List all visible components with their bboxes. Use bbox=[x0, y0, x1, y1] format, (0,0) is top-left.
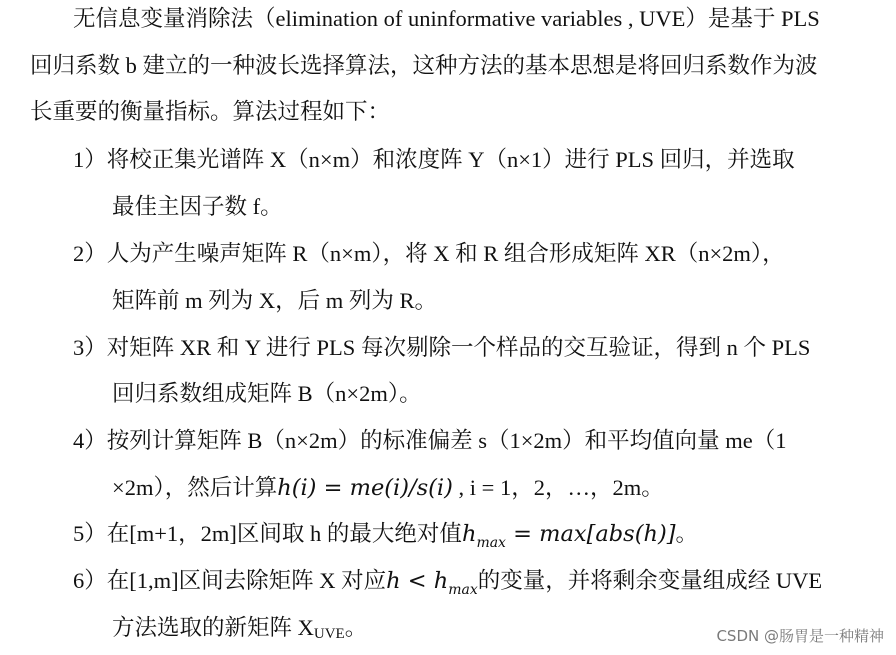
step-5-sub: max bbox=[476, 535, 506, 551]
intro-line-1 bbox=[73, 4, 820, 34]
step-4-text-3: , i = 1，2，…，2m。 bbox=[452, 475, 664, 500]
step-6-line-1 bbox=[73, 566, 822, 605]
step-6-sub-uve: UVE bbox=[313, 626, 345, 642]
csdn-watermark: CSDN @肠胃是一种精神 bbox=[716, 627, 884, 645]
intro-text-1: 无信息变量消除法（elimination of uninformative variables , UVE）是基于 PLS bbox=[73, 6, 820, 31]
step-6-sub: max bbox=[448, 582, 478, 598]
step-2-text-2: 矩阵前 m 列为 X，后 m 列为 R。 bbox=[112, 288, 438, 313]
step-6-tail: 。 bbox=[344, 615, 368, 640]
step-5-h: h bbox=[461, 521, 477, 547]
intro-text-2: 回归系数 b 建立的一种波长选择算法，这种方法的基本思想是将回归系数作为波 bbox=[30, 53, 818, 78]
intro-text-3: 长重要的衡量指标。算法过程如下： bbox=[30, 99, 391, 124]
step-1-line-2 bbox=[112, 192, 283, 222]
step-3-text-2: 回归系数组成矩阵 B（n×2m）。 bbox=[112, 381, 422, 406]
step-5-tail: 。 bbox=[675, 521, 699, 546]
step-6-text-3: 方法选取的新矩阵 X bbox=[112, 615, 314, 640]
step-4-text-2: ×2m），然后计算 bbox=[112, 475, 278, 500]
step-1-text-1: 1）将校正集光谱阵 X（n×m）和浓度阵 Y（n×1）进行 PLS 回归，并选取 bbox=[73, 147, 795, 172]
step-3-text-1: 3）对矩阵 XR 和 Y 进行 PLS 每次剔除一个样品的交互验证，得到 n 个 PLS bbox=[73, 335, 811, 360]
step-3-line-1 bbox=[73, 333, 810, 363]
step-5-formula: = max[abs(h)] bbox=[505, 521, 676, 547]
step-2-line-1 bbox=[73, 239, 785, 269]
step-4-formula: h(i) = me(i)/s(i) bbox=[277, 475, 453, 501]
step-2-line-2 bbox=[112, 286, 437, 316]
step-4-line-1 bbox=[73, 426, 787, 456]
step-2-text-1: 2）人为产生噪声矩阵 R（n×m），将 X 和 R 组合形成矩阵 XR（n×2m）， bbox=[73, 241, 785, 266]
step-6-formula: h < h bbox=[386, 568, 449, 594]
step-1-line-1 bbox=[73, 145, 795, 175]
step-5-text: 5）在[m+1，2m]区间取 h 的最大绝对值 bbox=[73, 521, 462, 546]
step-6-line-2 bbox=[112, 613, 367, 649]
intro-line-3 bbox=[30, 97, 390, 127]
step-6-text-2: 的变量，并将剩余变量组成经 UVE bbox=[477, 568, 823, 593]
step-4-line-2 bbox=[112, 473, 664, 503]
step-1-text-2: 最佳主因子数 f。 bbox=[112, 194, 283, 219]
intro-line-2 bbox=[30, 51, 818, 81]
step-5-line bbox=[73, 519, 698, 558]
step-3-line-2 bbox=[112, 379, 422, 409]
step-4-text-1: 4）按列计算矩阵 B（n×2m）的标准偏差 s（1×2m）和平均值向量 me（1 bbox=[73, 428, 787, 453]
step-6-text-1: 6）在[1,m]区间去除矩阵 X 对应 bbox=[73, 568, 387, 593]
